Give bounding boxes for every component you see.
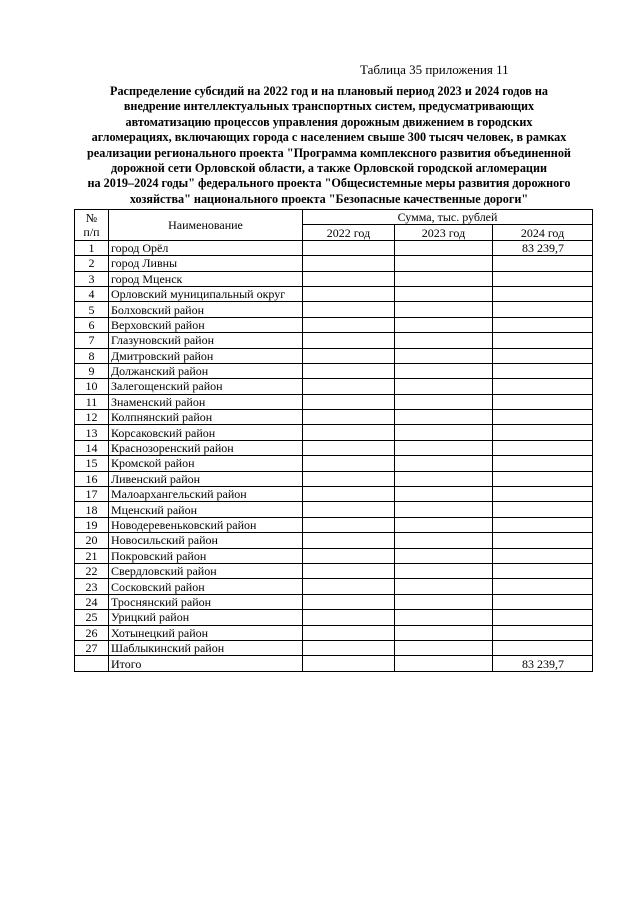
row-sum-2023 [395,640,493,655]
row-number: 10 [75,379,109,394]
row-sum-2022 [303,363,395,378]
row-name: Мценский район [109,502,303,517]
table-row [75,533,593,548]
row-sum-2022 [303,302,395,317]
row-sum-2024: 83 239,7 [493,240,593,255]
table-row [75,456,593,471]
table-row [75,256,593,271]
row-number: 25 [75,610,109,625]
row-sum-2023 [395,594,493,609]
row-name: Ливенский район [109,471,303,486]
row-sum-2024 [493,271,593,286]
row-name: Кромской район [109,456,303,471]
header-name: Наименование [109,210,303,241]
row-name: Знаменский район [109,394,303,409]
row-sum-2023 [395,302,493,317]
row-sum-2022 [303,394,395,409]
row-sum-2023 [395,333,493,348]
row-sum-2023 [395,379,493,394]
row-sum-2023 [395,363,493,378]
row-sum-2023 [395,548,493,563]
row-sum-2022 [303,440,395,455]
row-name: Покровский район [109,548,303,563]
row-name: город Ливны [109,256,303,271]
row-name: Верховский район [109,317,303,332]
row-name: Свердловский район [109,563,303,578]
row-sum-2023 [395,440,493,455]
row-name: Краснозоренский район [109,440,303,455]
table-row [75,548,593,563]
row-sum-2022 [303,610,395,625]
row-sum-2024 [493,548,593,563]
row-sum-2023 [395,317,493,332]
row-sum-2022 [303,625,395,640]
row-sum-2023 [395,286,493,301]
table-row [75,502,593,517]
row-number: 8 [75,348,109,363]
row-number: 2 [75,256,109,271]
header-sum-group: Сумма, тыс. рублей [303,210,593,225]
row-number: 27 [75,640,109,655]
row-sum-2022 [303,271,395,286]
table-row [75,240,593,255]
row-sum-2024 [493,333,593,348]
table-row [75,302,593,317]
row-number: 17 [75,487,109,502]
row-name: Колпнянский район [109,410,303,425]
row-number: 6 [75,317,109,332]
row-sum-2023 [395,271,493,286]
total-sum-2022 [303,656,395,671]
title-line: реализации регионального проекта "Программа комплексного развития объединенной [87,145,571,160]
title-line: агломерациях, включающих города с населением свыше 300 тысяч человек, в рамках [91,130,567,145]
row-sum-2023 [395,425,493,440]
row-sum-2024 [493,425,593,440]
table-row [75,640,593,655]
row-name: Орловский муниципальный округ [109,286,303,301]
row-number: 18 [75,502,109,517]
title-line: хозяйства" национального проекта "Безопасные качественные дороги" [129,191,529,206]
row-sum-2024 [493,256,593,271]
row-sum-2022 [303,548,395,563]
row-sum-2023 [395,410,493,425]
table-row [75,440,593,455]
row-sum-2024 [493,579,593,594]
row-sum-2024 [493,487,593,502]
row-sum-2024 [493,348,593,363]
row-sum-2022 [303,256,395,271]
row-sum-2024 [493,302,593,317]
row-sum-2024 [493,640,593,655]
table-row [75,286,593,301]
table-row [75,379,593,394]
row-sum-2024 [493,363,593,378]
row-name: Залегощенский район [109,379,303,394]
row-name: Троснянский район [109,594,303,609]
row-number: 22 [75,563,109,578]
row-name: Шаблыкинский район [109,640,303,655]
row-sum-2023 [395,610,493,625]
row-sum-2024 [493,440,593,455]
total-sum-2023 [395,656,493,671]
header-number [75,210,109,241]
title-line: на 2019–2024 годы" федерального проекта "Общесистемные меры развития дорожного [87,176,571,191]
table-row [75,394,593,409]
row-sum-2022 [303,471,395,486]
row-sum-2024 [493,517,593,532]
row-sum-2022 [303,456,395,471]
row-sum-2022 [303,563,395,578]
row-sum-2023 [395,471,493,486]
row-sum-2024 [493,471,593,486]
row-sum-2024 [493,456,593,471]
subsidy-table [74,209,593,672]
header-number-line1: № [85,210,98,225]
row-sum-2024 [493,533,593,548]
row-number: 11 [75,394,109,409]
title-line: дорожной сети Орловской области, а также Орловской городской агломерации [110,161,547,176]
row-number: 21 [75,548,109,563]
table-row [75,487,593,502]
table-row [75,579,593,594]
row-sum-2023 [395,502,493,517]
row-sum-2023 [395,394,493,409]
table-body [75,240,593,671]
row-sum-2022 [303,425,395,440]
row-name: Болховский район [109,302,303,317]
row-sum-2023 [395,625,493,640]
row-number: 19 [75,517,109,532]
row-sum-2022 [303,348,395,363]
row-name: Корсаковский район [109,425,303,440]
row-sum-2022 [303,487,395,502]
row-sum-2023 [395,456,493,471]
row-name: Должанский район [109,363,303,378]
row-sum-2023 [395,563,493,578]
row-number: 24 [75,594,109,609]
row-number: 13 [75,425,109,440]
total-name: Итого [109,656,303,671]
row-number: 3 [75,271,109,286]
title-line: внедрение интеллектуальных транспортных систем, предусматривающих [123,99,535,114]
row-sum-2024 [493,317,593,332]
row-sum-2022 [303,410,395,425]
row-sum-2024 [493,625,593,640]
row-sum-2022 [303,333,395,348]
table-row [75,333,593,348]
row-sum-2023 [395,517,493,532]
row-sum-2024 [493,410,593,425]
header-year-2023: 2023 год [395,225,493,240]
row-name: Сосковский район [109,579,303,594]
table-row [75,471,593,486]
row-sum-2024 [493,286,593,301]
header-year-2024: 2024 год [493,225,593,240]
row-sum-2022 [303,594,395,609]
row-sum-2024 [493,379,593,394]
row-sum-2022 [303,517,395,532]
row-sum-2022 [303,240,395,255]
table-row [75,271,593,286]
row-name: Хотынецкий район [109,625,303,640]
total-row [75,656,593,671]
row-sum-2024 [493,563,593,578]
total-sum-2024: 83 239,7 [493,656,593,671]
title-line: Распределение субсидий на 2022 год и на плановый период 2023 и 2024 годов на [110,84,548,98]
table-row [75,563,593,578]
header-number-line2: п/п [83,224,100,239]
row-name: Новосильский район [109,533,303,548]
row-name: город Орёл [109,240,303,255]
table-row [75,317,593,332]
row-number: 12 [75,410,109,425]
table-row [75,517,593,532]
row-name: Урицкий район [109,610,303,625]
table-row [75,625,593,640]
row-number: 14 [75,440,109,455]
row-sum-2023 [395,579,493,594]
table-caption: Таблица 35 приложения 11 [360,62,509,77]
row-sum-2022 [303,533,395,548]
table-row [75,363,593,378]
row-sum-2023 [395,348,493,363]
row-number: 23 [75,579,109,594]
row-sum-2022 [303,286,395,301]
row-name: Новодеревеньковский район [109,517,303,532]
table-row [75,594,593,609]
total-number [75,656,109,671]
row-name: Дмитровский район [109,348,303,363]
row-sum-2022 [303,502,395,517]
table-row [75,410,593,425]
document-title [64,84,594,207]
row-sum-2023 [395,533,493,548]
row-sum-2024 [493,394,593,409]
row-number: 4 [75,286,109,301]
table-row [75,425,593,440]
row-number: 5 [75,302,109,317]
row-sum-2024 [493,594,593,609]
row-sum-2023 [395,240,493,255]
row-number: 26 [75,625,109,640]
row-sum-2024 [493,610,593,625]
row-sum-2022 [303,379,395,394]
row-number: 16 [75,471,109,486]
title-line: автоматизацию процессов управления дорожным движением в городских [125,114,533,129]
header-year-2022: 2022 год [303,225,395,240]
row-number: 20 [75,533,109,548]
row-sum-2022 [303,317,395,332]
row-name: Глазуновский район [109,333,303,348]
row-sum-2024 [493,502,593,517]
table-row [75,610,593,625]
row-sum-2023 [395,487,493,502]
row-sum-2022 [303,640,395,655]
table-row [75,348,593,363]
row-name: город Мценск [109,271,303,286]
row-sum-2022 [303,579,395,594]
row-name: Малоархангельский район [109,487,303,502]
row-number: 9 [75,363,109,378]
row-number: 7 [75,333,109,348]
row-sum-2023 [395,256,493,271]
row-number: 15 [75,456,109,471]
row-number: 1 [75,240,109,255]
